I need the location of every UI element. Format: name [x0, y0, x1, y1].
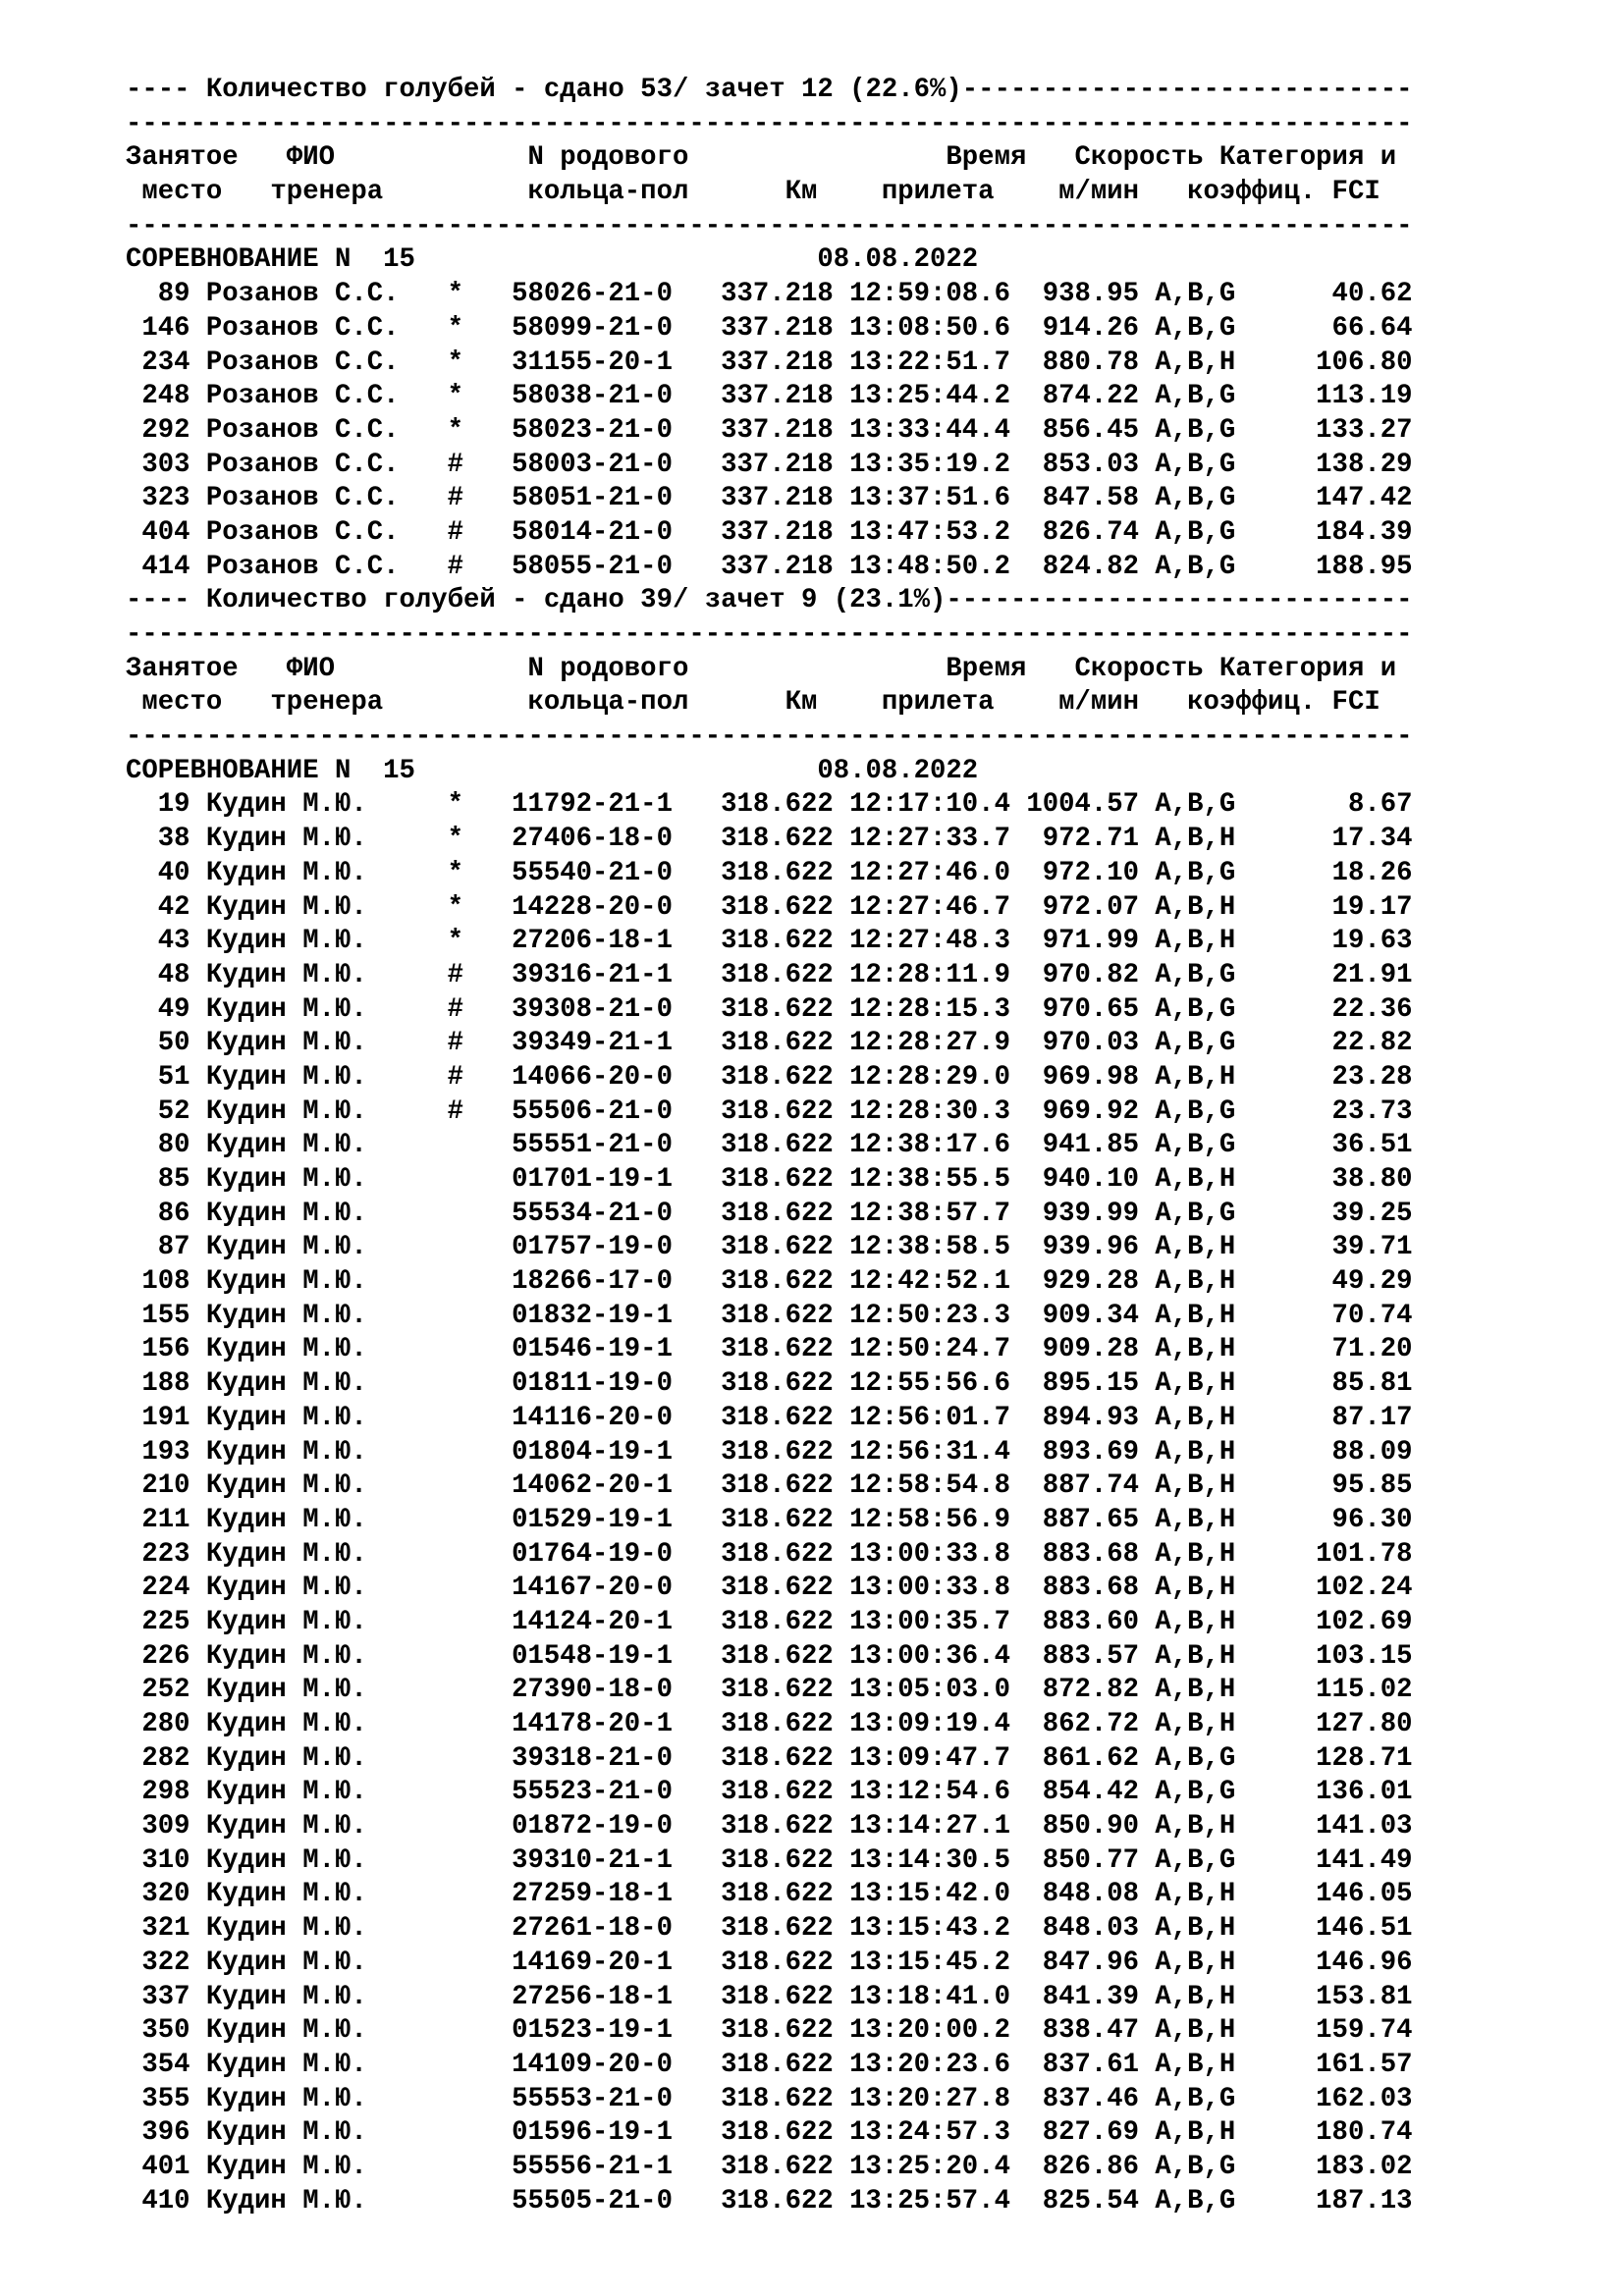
- competition-line: СОРЕВНОВАНИЕ N 15 08.08.2022: [126, 755, 979, 786]
- result-row: 401 Кудин М.Ю. 55556-21-1 318.622 13:25:20.4 826.86 A,B,G 183.02: [126, 2151, 1413, 2182]
- result-row: 321 Кудин М.Ю. 27261-18-0 318.622 13:15:43.2 848.03 A,B,H 146.51: [126, 1913, 1413, 1945]
- result-row: 211 Кудин М.Ю. 01529-19-1 318.622 12:58:56.9 887.65 A,B,H 96.30: [126, 1504, 1413, 1535]
- result-row: 19 Кудин М.Ю. * 11792-21-1 318.622 12:17:10.4 1004.57 A,B,G 8.67: [126, 789, 1413, 821]
- result-row: 51 Кудин М.Ю. # 14066-20-0 318.622 12:28:29.0 969.98 A,B,H 23.28: [126, 1061, 1413, 1093]
- result-row: 49 Кудин М.Ю. # 39308-21-0 318.622 12:28:15.3 970.65 A,B,G 22.36: [126, 993, 1413, 1025]
- result-row: 225 Кудин М.Ю. 14124-20-1 318.622 13:00:35.7 883.60 A,B,H 102.69: [126, 1606, 1413, 1637]
- section-summary: ---- Количество голубей - сдано 53/ зачет 12 (22.6%)----------------------------: [126, 75, 1413, 105]
- result-row: 323 Розанов С.С. # 58051-21-0 337.218 13:37:51.6 847.58 A,B,G 147.42: [126, 483, 1413, 514]
- result-row: 414 Розанов С.С. # 58055-21-0 337.218 13:48:50.2 824.82 A,B,G 188.95: [126, 551, 1413, 582]
- result-row: 89 Розанов С.С. * 58026-21-0 337.218 12:59:08.6 938.95 A,B,G 40.62: [126, 279, 1413, 310]
- result-row: 354 Кудин М.Ю. 14109-20-0 318.622 13:20:23.6 837.61 A,B,H 161.57: [126, 2049, 1413, 2080]
- results-report: [126, 74, 1412, 2218]
- result-row: 85 Кудин М.Ю. 01701-19-1 318.622 12:38:55.5 940.10 A,B,H 38.80: [126, 1164, 1413, 1195]
- table-header-row: Занятое ФИО N родового Время Скорость Категория и: [126, 653, 1397, 684]
- separator-line: --------------------------------------------------------------------------------: [126, 721, 1413, 753]
- result-row: 80 Кудин М.Ю. 55551-21-0 318.622 12:38:17.6 941.85 A,B,G 36.51: [126, 1130, 1413, 1161]
- table-header-row: место тренера кольца-пол Км прилета м/мин коэффиц. FCI: [126, 687, 1380, 719]
- result-row: 248 Розанов С.С. * 58038-21-0 337.218 13:25:44.2 874.22 A,B,G 113.19: [126, 381, 1413, 412]
- table-header-row: Занятое ФИО N родового Время Скорость Категория и: [126, 142, 1397, 174]
- result-row: 48 Кудин М.Ю. # 39316-21-1 318.622 12:28:11.9 970.82 A,B,G 21.91: [126, 959, 1413, 990]
- competition-line: СОРЕВНОВАНИЕ N 15 08.08.2022: [126, 244, 979, 276]
- table-header-row: место тренера кольца-пол Км прилета м/мин коэффиц. FCI: [126, 177, 1380, 208]
- result-row: 280 Кудин М.Ю. 14178-20-1 318.622 13:09:19.4 862.72 A,B,H 127.80: [126, 1709, 1413, 1739]
- result-row: 310 Кудин М.Ю. 39310-21-1 318.622 13:14:30.5 850.77 A,B,G 141.49: [126, 1844, 1413, 1876]
- result-row: 52 Кудин М.Ю. # 55506-21-0 318.622 12:28:30.3 969.92 A,B,G 23.73: [126, 1095, 1413, 1127]
- result-row: 404 Розанов С.С. # 58014-21-0 337.218 13:47:53.2 826.74 A,B,G 184.39: [126, 516, 1413, 548]
- result-row: 188 Кудин М.Ю. 01811-19-0 318.622 12:55:56.6 895.15 A,B,H 85.81: [126, 1368, 1413, 1400]
- section-summary: ---- Количество голубей - сдано 39/ зачет 9 (23.1%)-----------------------------: [126, 585, 1413, 616]
- result-row: 396 Кудин М.Ю. 01596-19-1 318.622 13:24:57.3 827.69 A,B,H 180.74: [126, 2117, 1413, 2149]
- result-row: 38 Кудин М.Ю. * 27406-18-0 318.622 12:27:33.7 972.71 A,B,H 17.34: [126, 824, 1413, 855]
- result-row: 350 Кудин М.Ю. 01523-19-1 318.622 13:20:00.2 838.47 A,B,H 159.74: [126, 2015, 1413, 2047]
- result-row: 322 Кудин М.Ю. 14169-20-1 318.622 13:15:45.2 847.96 A,B,H 146.96: [126, 1947, 1413, 1978]
- result-row: 86 Кудин М.Ю. 55534-21-0 318.622 12:38:57.7 939.99 A,B,G 39.25: [126, 1198, 1413, 1229]
- result-row: 298 Кудин М.Ю. 55523-21-0 318.622 13:12:54.6 854.42 A,B,G 136.01: [126, 1777, 1413, 1808]
- result-row: 410 Кудин М.Ю. 55505-21-0 318.622 13:25:57.4 825.54 A,B,G 187.13: [126, 2185, 1413, 2216]
- result-row: 87 Кудин М.Ю. 01757-19-0 318.622 12:38:58.5 939.96 A,B,H 39.71: [126, 1232, 1413, 1263]
- result-row: 50 Кудин М.Ю. # 39349-21-1 318.622 12:28:27.9 970.03 A,B,G 22.82: [126, 1028, 1413, 1059]
- result-row: 40 Кудин М.Ю. * 55540-21-0 318.622 12:27:46.0 972.10 A,B,G 18.26: [126, 857, 1413, 888]
- result-row: 226 Кудин М.Ю. 01548-19-1 318.622 13:00:36.4 883.57 A,B,H 103.15: [126, 1640, 1413, 1672]
- result-row: 43 Кудин М.Ю. * 27206-18-1 318.622 12:27:48.3 971.99 A,B,H 19.63: [126, 926, 1413, 957]
- result-row: 155 Кудин М.Ю. 01832-19-1 318.622 12:50:23.3 909.34 A,B,H 70.74: [126, 1300, 1413, 1331]
- result-row: 156 Кудин М.Ю. 01546-19-1 318.622 12:50:24.7 909.28 A,B,H 71.20: [126, 1334, 1413, 1365]
- separator-line: --------------------------------------------------------------------------------: [126, 619, 1413, 650]
- separator-line: --------------------------------------------------------------------------------: [126, 210, 1413, 241]
- result-row: 234 Розанов С.С. * 31155-20-1 337.218 13:22:51.7 880.78 A,B,H 106.80: [126, 347, 1413, 378]
- result-row: 320 Кудин М.Ю. 27259-18-1 318.622 13:15:42.0 848.08 A,B,H 146.05: [126, 1879, 1413, 1910]
- result-row: 191 Кудин М.Ю. 14116-20-0 318.622 12:56:01.7 894.93 A,B,H 87.17: [126, 1402, 1413, 1433]
- result-row: 282 Кудин М.Ю. 39318-21-0 318.622 13:09:47.7 861.62 A,B,G 128.71: [126, 1742, 1413, 1774]
- result-row: 337 Кудин М.Ю. 27256-18-1 318.622 13:18:41.0 841.39 A,B,H 153.81: [126, 1981, 1413, 2012]
- result-row: 303 Розанов С.С. # 58003-21-0 337.218 13:35:19.2 853.03 A,B,G 138.29: [126, 449, 1413, 480]
- result-row: 223 Кудин М.Ю. 01764-19-0 318.622 13:00:33.8 883.68 A,B,H 101.78: [126, 1538, 1413, 1570]
- result-row: 224 Кудин М.Ю. 14167-20-0 318.622 13:00:33.8 883.68 A,B,H 102.24: [126, 1573, 1413, 1604]
- result-row: 210 Кудин М.Ю. 14062-20-1 318.622 12:58:54.8 887.74 A,B,H 95.85: [126, 1470, 1413, 1502]
- result-row: 309 Кудин М.Ю. 01872-19-0 318.622 13:14:27.1 850.90 A,B,H 141.03: [126, 1811, 1413, 1842]
- result-row: 146 Розанов С.С. * 58099-21-0 337.218 13:08:50.6 914.26 A,B,G 66.64: [126, 312, 1413, 344]
- result-row: 42 Кудин М.Ю. * 14228-20-0 318.622 12:27:46.7 972.07 A,B,H 19.17: [126, 891, 1413, 923]
- result-row: 292 Розанов С.С. * 58023-21-0 337.218 13:33:44.4 856.45 A,B,G 133.27: [126, 414, 1413, 446]
- result-row: 355 Кудин М.Ю. 55553-21-0 318.622 13:20:27.8 837.46 A,B,G 162.03: [126, 2083, 1413, 2114]
- result-row: 252 Кудин М.Ю. 27390-18-0 318.622 13:05:03.0 872.82 A,B,H 115.02: [126, 1675, 1413, 1706]
- separator-line: --------------------------------------------------------------------------------: [126, 108, 1413, 139]
- result-row: 108 Кудин М.Ю. 18266-17-0 318.622 12:42:52.1 929.28 A,B,H 49.29: [126, 1266, 1413, 1298]
- result-row: 193 Кудин М.Ю. 01804-19-1 318.622 12:56:31.4 893.69 A,B,H 88.09: [126, 1436, 1413, 1468]
